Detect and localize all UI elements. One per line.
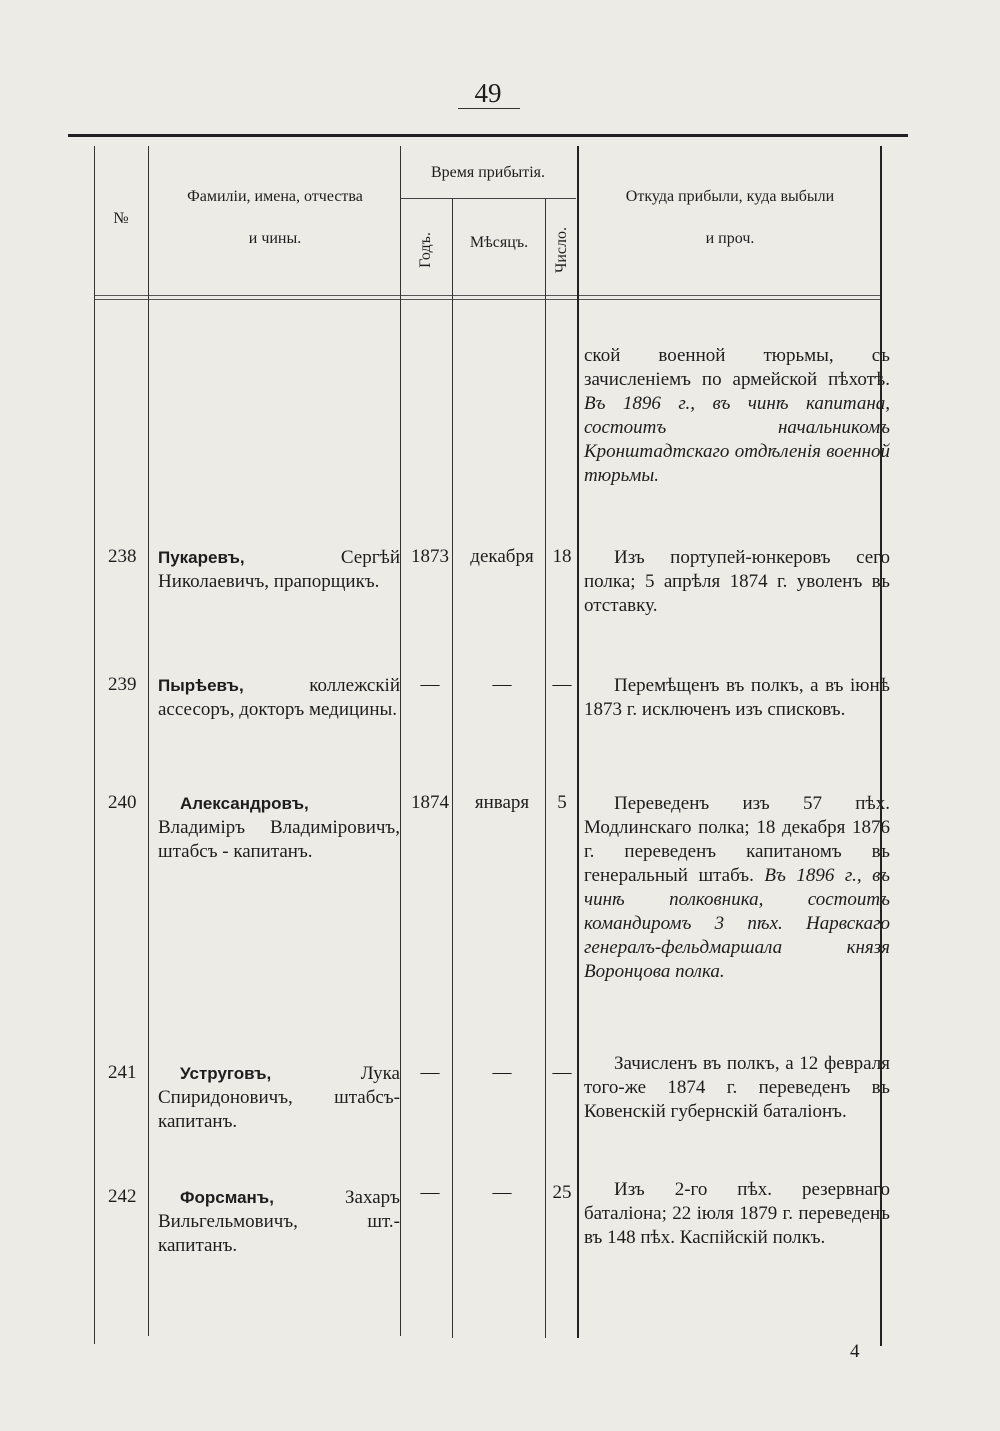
row-note <box>584 792 890 984</box>
arrival-year: 1874 <box>411 792 449 813</box>
row-number: 238 <box>108 546 137 567</box>
header-number: № <box>113 210 129 227</box>
arrival-month: декабря <box>470 546 534 567</box>
row-note <box>584 1052 890 1124</box>
row-note-text: Перемѣщенъ въ полкъ, а въ іюнѣ 1873 г. исключенъ изъ списковъ. <box>584 675 890 720</box>
officer-name <box>158 674 400 722</box>
column-divider <box>400 146 401 1336</box>
signature-mark: 4 <box>850 1341 860 1362</box>
arrival-year: — <box>420 674 440 695</box>
column-divider <box>545 198 546 1338</box>
table-right-border <box>880 146 882 1346</box>
row-number: 239 <box>108 674 137 695</box>
header-year: Годъ. <box>417 232 434 268</box>
arrival-year: — <box>420 1182 440 1203</box>
continuation-note-text: ской военной тюрьмы, съ зачисленіемъ по армейской пѣхотѣ. <box>584 345 890 390</box>
officer-name-rest: Сергѣй Николаевичъ, прапорщикъ. <box>158 547 400 592</box>
arrival-year: 1873 <box>411 546 449 567</box>
row-number: 241 <box>108 1062 137 1083</box>
arrival-month: — <box>492 1062 512 1083</box>
arrival-month: — <box>492 674 512 695</box>
header-notes-line2: и проч. <box>705 230 755 247</box>
header-day: Число. <box>553 226 570 274</box>
arrival-month: — <box>492 1182 512 1203</box>
column-divider <box>452 198 453 1338</box>
row-note <box>584 1178 890 1250</box>
row-number: 240 <box>108 792 137 813</box>
header-name-line1: Фамиліи, имена, отчества <box>187 188 363 205</box>
arrival-day: 5 <box>557 792 567 813</box>
officer-name-rest: Лука Спиридоновичъ, штабсъ-капитанъ. <box>158 1063 400 1132</box>
officer-surname: Пукаревъ, <box>158 548 245 567</box>
officer-surname: Уструговъ, <box>180 1064 272 1083</box>
officer-name <box>158 546 400 594</box>
column-divider <box>148 146 149 1336</box>
header-bottom-rule <box>94 295 880 300</box>
arrival-day: 25 <box>552 1182 572 1203</box>
row-number: 242 <box>108 1186 137 1207</box>
arrival-day: — <box>552 1062 572 1083</box>
row-note <box>584 674 890 722</box>
arrival-day: 18 <box>552 546 572 567</box>
table-top-rule <box>68 134 908 137</box>
column-divider <box>94 146 95 1344</box>
officer-name-rest: Владиміръ Владиміровичъ, штабсъ - капитанъ. <box>158 817 400 862</box>
time-subheader-rule <box>400 198 576 199</box>
row-note-text: Изъ портупей-юнкеровъ сего полка; 5 апрѣля 1874 г. уволенъ въ отставку. <box>584 547 890 616</box>
header-month: Мѣсяцъ. <box>469 234 529 251</box>
continuation-note <box>584 344 890 488</box>
officer-name <box>158 792 400 864</box>
row-note-text: Зачисленъ въ полкъ, а 12 февраля того-же 1874 г. переведенъ въ Ковенскій губернскій баталіонъ. <box>584 1053 890 1122</box>
header-arrival-time: Время прибытія. <box>430 164 546 181</box>
column-divider <box>577 146 579 1338</box>
officer-surname: Александровъ, <box>180 794 309 813</box>
page-number-underline <box>458 108 520 109</box>
row-note <box>584 546 890 618</box>
continuation-note-italic: Въ 1896 г., въ чинѣ капитана, состоитъ начальникомъ Кронштадтскаго отдѣленія военной тюрьмы. <box>584 393 890 486</box>
arrival-day: — <box>552 674 572 695</box>
officer-name-rest: Захаръ Вильгельмовичъ, шт.-капитанъ. <box>158 1187 400 1256</box>
row-note-text: Переведенъ изъ 57 пѣх. Модлинскаго полка; 18 декабря 1876 г. переведенъ капитаномъ въ генеральный штабъ. <box>584 793 890 886</box>
header-name-line2: и чины. <box>248 230 302 247</box>
arrival-month: января <box>474 792 530 813</box>
officer-surname: Пырѣевъ, <box>158 676 244 695</box>
officer-name <box>158 1062 400 1134</box>
officer-name-rest: коллежскій ассесоръ, докторъ медицины. <box>158 675 400 720</box>
officer-surname: Форсманъ, <box>180 1188 274 1207</box>
arrival-year: — <box>420 1062 440 1083</box>
officer-name <box>158 1186 400 1258</box>
header-notes-line1: Откуда прибыли, куда выбыли <box>625 188 835 205</box>
row-note-text: Изъ 2-го пѣх. резервнаго баталіона; 22 іюля 1879 г. переведенъ въ 148 пѣх. Каспійскій полкъ. <box>584 1179 890 1248</box>
page-number: 49 <box>474 78 502 108</box>
row-note-italic: Въ 1896 г., въ чинѣ полковника, состоитъ командиромъ 3 пѣх. Нарвскаго генералъ-фельдмаршала князя Воронцова полка. <box>584 865 890 982</box>
